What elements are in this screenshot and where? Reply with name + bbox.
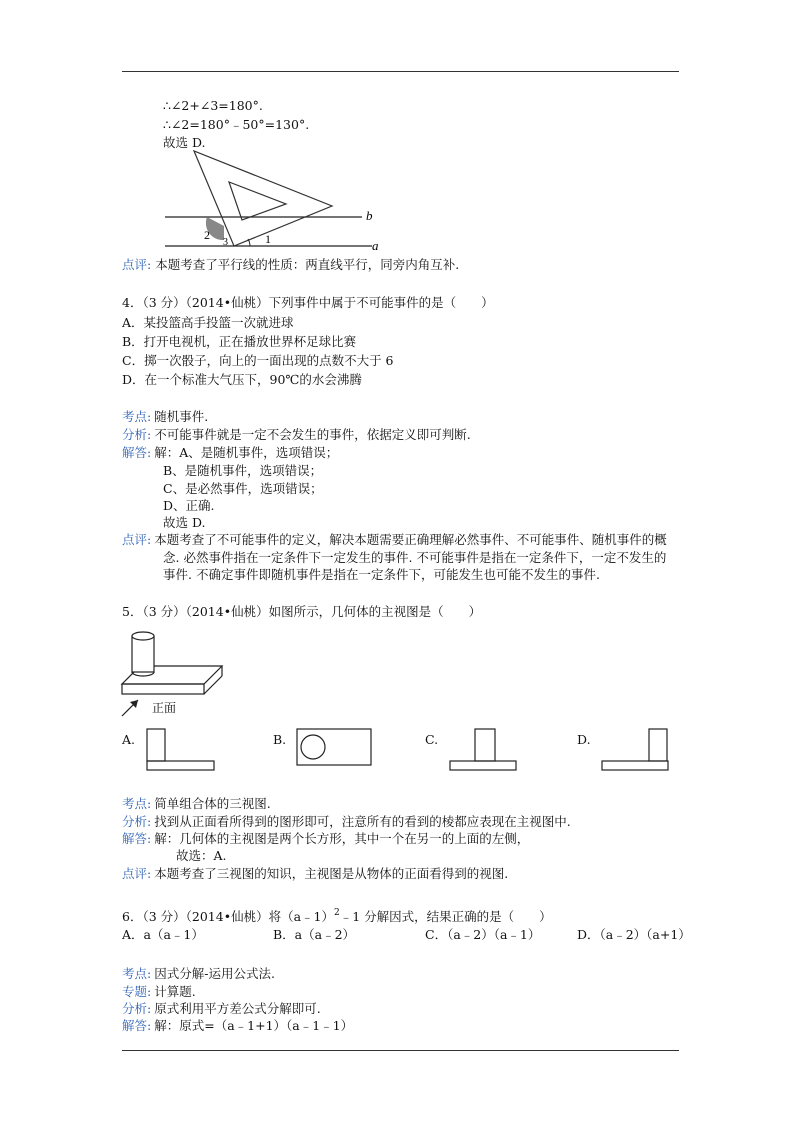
q5-view-b [296,728,374,768]
q3-comment [122,256,459,273]
q5-jieda-2: 故选：A. [176,848,227,863]
q6-option-c: C．（a﹣2）（a﹣1） [425,927,541,942]
q6-kaodian: 考点: 因式分解-运用公式法. [122,966,275,981]
q5-letter-c: C. [425,732,439,747]
q4-option-d: D．在一个标准大气压下，90℃的水会沸腾 [122,372,362,387]
q4-jieda-5: 故选 D. [163,515,206,530]
q5-letter-a: A. [122,732,136,747]
q5-dianping: 点评: 本题考查了三视图的知识，主视图是从物体的正面看得到的视图. [122,866,509,881]
q5-fenxi: 分析: 找到从正面看所得到的图形即可，注意所有的看到的棱都应表现在主视图中. [122,814,571,829]
top-rule [122,71,679,72]
q3-triangle-figure [150,150,390,253]
q6-option-d: D．（a﹣2）（a+1） [577,927,691,942]
q6-option-a: A．a（a﹣1） [122,927,204,942]
label-2: 2 [204,228,210,242]
q3-step-1: ∴∠2+∠3=180°. [163,98,263,113]
q6-fenxi: 分析: 原式利用平方差公式分解即可. [122,1001,321,1016]
q4-option-b: B．打开电视机，正在播放世界杯足球比赛 [122,334,357,349]
q4-jieda: 解答: 解：A、是随机事件，选项错误； [122,445,339,460]
q5-view-d [601,728,671,773]
q4-fenxi: 分析: 不可能事件就是一定不会发生的事件，依据定义即可判断. [122,427,471,442]
q4-option-a: A．某投篮高手投篮一次就进球 [122,315,294,330]
q4-jieda-3: C、是必然事件，选项错误； [163,481,323,496]
q4-dianping-3: 事件. 不确定事件即随机事件是指在一定条件下，可能发生也可能不发生的事件. [163,567,600,582]
q5-jieda: 解答: 解：几何体的主视图是两个长方形，其中一个在另一的上面的左侧， [122,831,530,846]
q4-option-c: C．掷一次骰子，向上的一面出现的点数不大于 6 [122,353,394,368]
label-b: b [366,208,373,223]
q3-answer: 故选 D. [163,135,206,150]
q6-stem: 6．（3 分）（2014•仙桃）将（a﹣1）$^2$﹣1 分解因式，结果正确的是（ ） [122,908,552,924]
q4-stem: 4．（3 分）（2014•仙桃）下列事件中属于不可能事件的是（ ） [122,295,494,310]
q4-kaodian: 考点: 随机事件. [122,409,209,424]
q5-letter-b: B. [273,732,287,747]
q5-view-c [449,728,519,773]
q4-dianping: 点评: 本题考查了不可能事件的定义，解决本题需要正确理解必然事件、不可能事件、随机事件的概 [122,532,667,547]
q5-stem: 5．（3 分）（2014•仙桃）如图所示，几何体的主视图是（ ） [122,604,482,619]
q4-jieda-4: D、正确. [163,498,215,513]
q5-letter-d: D. [577,732,591,747]
triangle-inner [229,182,286,220]
front-label: 正面 [152,701,177,715]
q5-view-a [146,728,216,773]
q4-jieda-2: B、是随机事件，选项错误； [163,463,323,478]
label-3: 3 [223,237,228,248]
q6-jieda: 解答: 解：原式=（a﹣1+1）（a﹣1﹣1） [122,1018,354,1033]
bottom-rule [122,1050,679,1051]
comment-text: 本题考查了平行线的性质：两直线平行，同旁内角互补. [155,257,460,272]
label-a: a [372,238,379,253]
label-1: 1 [265,232,271,246]
q6-zhuanti: 专题: 计算题. [122,984,196,999]
q5-kaodian: 考点: 简单组合体的三视图. [122,796,271,811]
q6-option-b: B．a（a﹣2） [273,927,356,942]
q4-dianping-2: 念. 必然事件指在一定条件下一定发生的事件. 不可能事件是指在一定条件下，一定不发生的 [163,550,667,565]
comment-label: 点评: [122,257,152,272]
q3-step-2: ∴∠2=180°﹣50°=130°. [163,117,310,132]
